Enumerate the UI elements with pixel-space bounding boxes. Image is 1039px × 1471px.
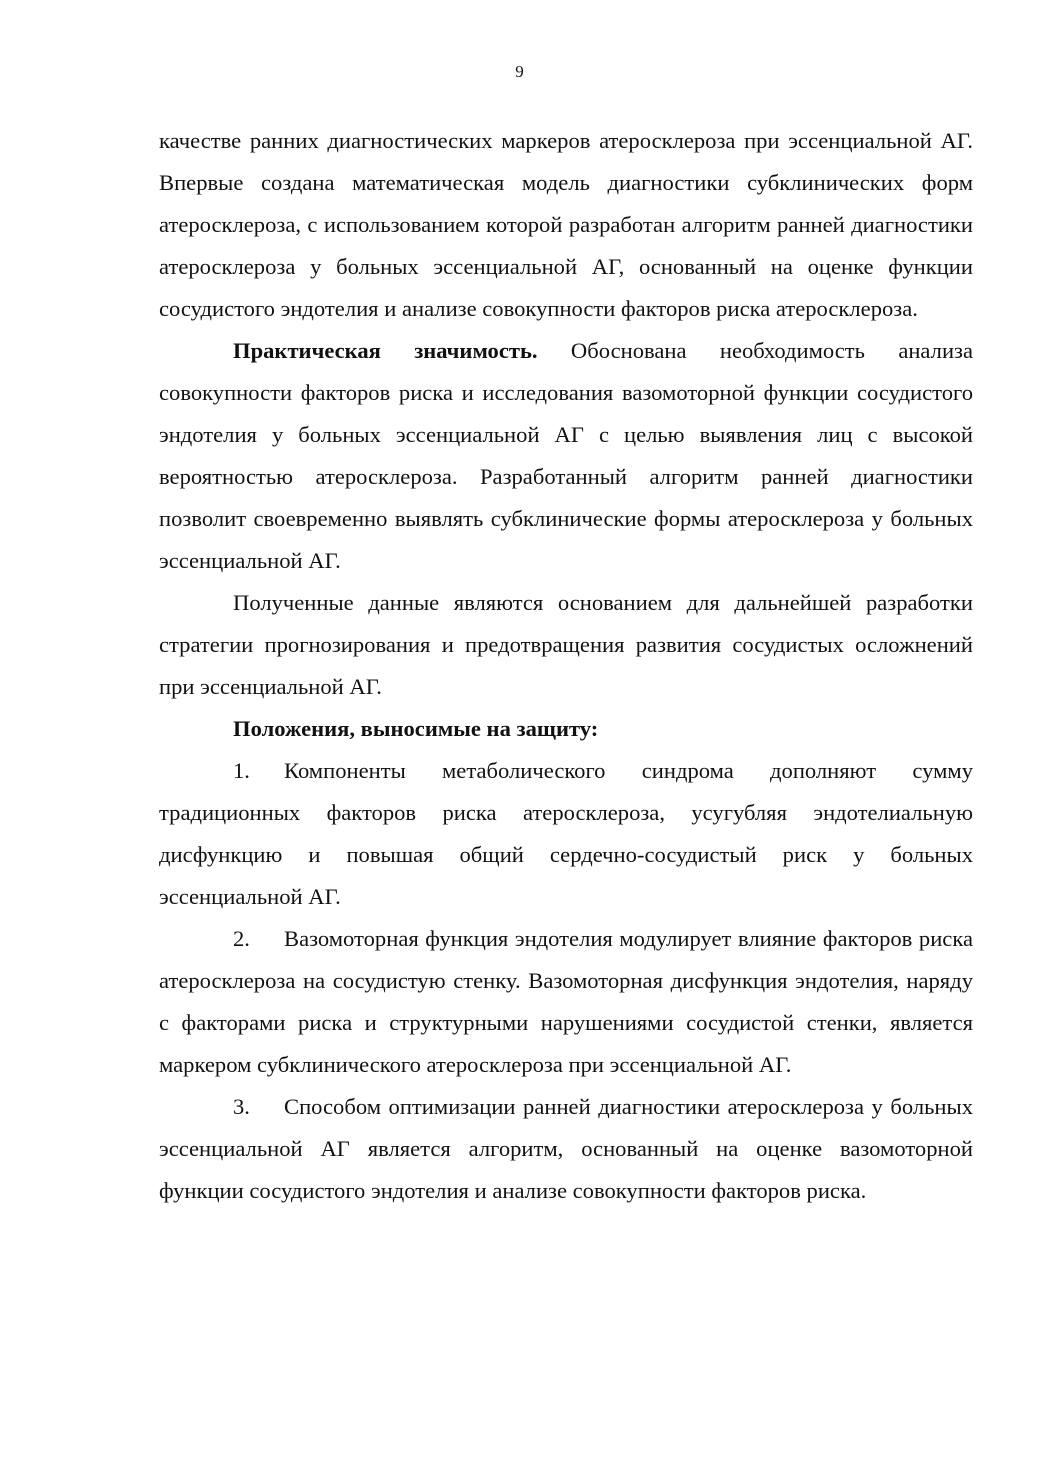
page-number: 9 bbox=[515, 62, 524, 81]
practical-significance-heading: Практическая значимость. bbox=[233, 338, 538, 363]
practical-significance-text: Обоснована необходимость анализа совокупности факторов риска и исследования вазомоторной функции сосудистого эндотелия у больных эссенциальной АГ с целью выявления лиц с высокой вероятностью атеросклероза. Разработанный алгоритм ранней диагностики позволит своевременно выявлять субклинические формы атеросклероза у больных эссенциальной АГ. bbox=[159, 338, 973, 573]
list-item-text: Способом оптимизации ранней диагностики атеросклероза у больных эссенциальной АГ является алгоритм, основанный на оценке вазомоторной функции сосудистого эндотелия и анализе совокупности факторов риска. bbox=[159, 1094, 973, 1203]
defense-provisions-heading: Положения, выносимые на защиту: bbox=[233, 716, 599, 741]
paragraph-practical-significance bbox=[159, 330, 973, 582]
list-item-number: 3. bbox=[233, 1094, 250, 1119]
list-item-number: 1. bbox=[233, 758, 250, 783]
paragraph-novelty-continuation: качестве ранних диагностических маркеров атеросклероза при эссенциальной АГ. Впервые создана математическая модель диагностики субклинических форм атеросклероза, с использованием которой разработан алгоритм ранней диагностики атеросклероза у больных эссенциальной АГ, основанный на оценке функции сосудистого эндотелия и анализе совокупности факторов риска атеросклероза. bbox=[159, 128, 973, 321]
list-item bbox=[159, 1086, 973, 1212]
list-item-text: Вазомоторная функция эндотелия модулирует влияние факторов риска атеросклероза на сосудистую стенку. Вазомоторная дисфункция эндотелия, наряду с факторами риска и структурными нарушениями сосудистой стенки, является маркером субклинического атеросклероза при эссенциальной АГ. bbox=[159, 926, 973, 1077]
list-item-number: 2. bbox=[233, 926, 250, 951]
list-item bbox=[159, 750, 973, 918]
page-body bbox=[159, 120, 973, 1212]
list-item bbox=[159, 918, 973, 1086]
list-item-text: Компоненты метаболического синдрома дополняют сумму традиционных факторов риска атеросклероза, усугубляя эндотелиальную дисфункцию и повышая общий сердечно-сосудистый риск у больных эссенциальной АГ. bbox=[159, 758, 973, 909]
paragraph-obtained-data: Полученные данные являются основанием для дальнейшей разработки стратегии прогнозирования и предотвращения развития сосудистых осложнений при эссенциальной АГ. bbox=[159, 590, 973, 699]
